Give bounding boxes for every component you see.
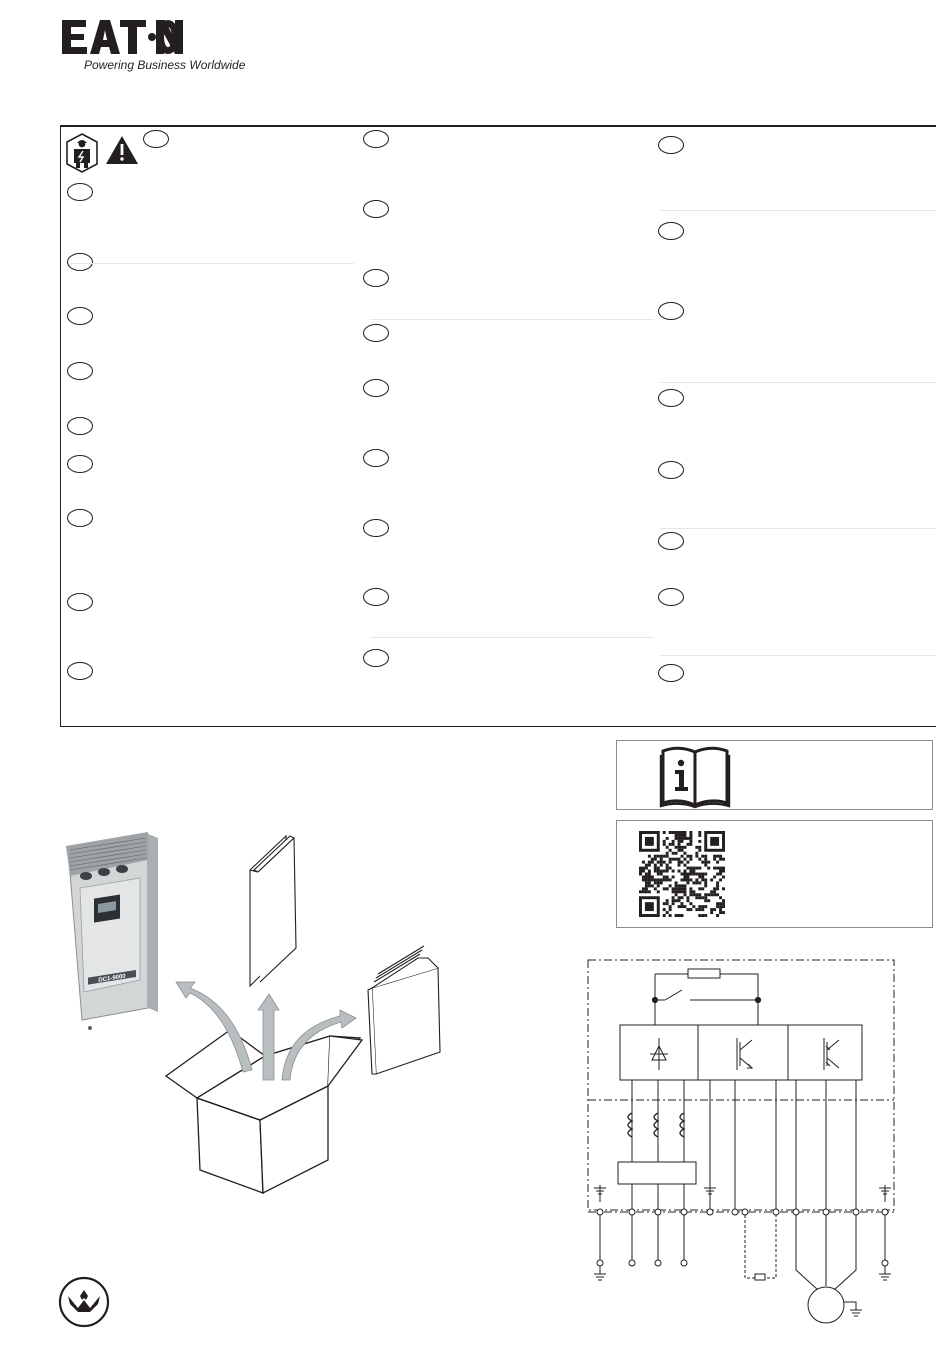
language-marker: [67, 253, 93, 271]
qr-box: [616, 820, 933, 928]
language-marker: [363, 324, 389, 342]
language-marker: [363, 130, 389, 148]
language-marker: [67, 417, 93, 435]
language-marker: [67, 593, 93, 611]
eaton-logo: [60, 18, 246, 78]
language-marker: [658, 461, 684, 479]
qr-code-icon[interactable]: [639, 831, 725, 917]
language-marker: [658, 136, 684, 154]
language-marker: [67, 307, 93, 325]
language-marker: [658, 302, 684, 320]
language-marker: [67, 455, 93, 473]
column-divider: [660, 655, 936, 656]
language-marker: [67, 362, 93, 380]
language-marker: [363, 588, 389, 606]
booklet-upright: [250, 836, 296, 986]
language-marker: [143, 130, 169, 148]
language-marker: [67, 509, 93, 527]
manual-info-icon: [657, 743, 737, 809]
drive-device: [66, 832, 158, 1030]
language-marker: [363, 379, 389, 397]
language-marker: [67, 183, 93, 201]
language-marker: [363, 649, 389, 667]
manual-info-box: [616, 740, 933, 810]
approval-mark-icon: [58, 1276, 110, 1328]
section-rule-top: [60, 125, 936, 127]
language-marker: [658, 588, 684, 606]
language-marker: [363, 200, 389, 218]
language-marker: [658, 389, 684, 407]
wiring-schematic: [580, 950, 900, 1330]
language-marker: [363, 449, 389, 467]
section-rule-bottom: [60, 726, 936, 727]
language-marker: [67, 662, 93, 680]
unpacking-illustration: [60, 830, 460, 1200]
section-rule-left: [60, 126, 61, 727]
language-marker: [363, 269, 389, 287]
electrician-icon: [67, 134, 97, 172]
safety-icons: [60, 130, 150, 176]
column-divider: [660, 528, 936, 529]
eaton-wordmark-n: [155, 18, 185, 58]
column-divider: [660, 210, 936, 211]
column-divider: [70, 263, 354, 264]
svg-text:DC1-9000: DC1-9000: [98, 973, 126, 984]
language-marker: [363, 519, 389, 537]
booklet-right: [368, 946, 440, 1074]
column-divider: [370, 319, 654, 320]
column-divider: [370, 637, 654, 638]
language-marker: [658, 222, 684, 240]
language-marker: [658, 664, 684, 682]
column-divider: [660, 382, 936, 383]
brand-tagline: Powering Business Worldwide: [84, 58, 246, 72]
language-marker: [658, 532, 684, 550]
warning-triangle-icon: [106, 136, 138, 164]
